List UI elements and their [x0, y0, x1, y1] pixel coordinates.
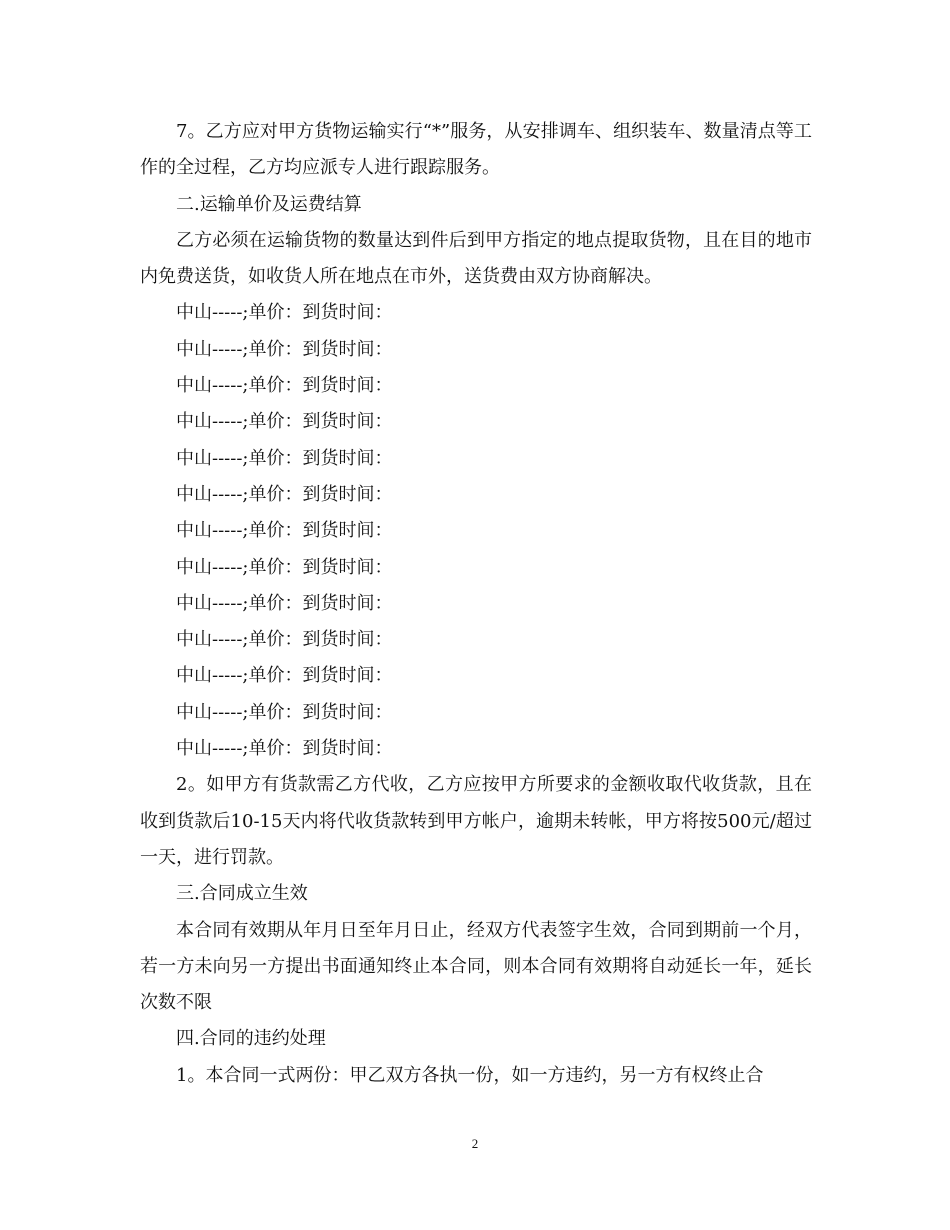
- section-heading-breach: 四.合同的违约处理: [176, 1028, 326, 1050]
- paragraph-collection-clause: 2。如甲方有货款需乙方代收，乙方应按甲方所要求的金额收取代收货款，且在收到货款后10-15天内将代收货款转到甲方帐户，逾期未转帐，甲方将按500元/超过一天，进行罚款。: [140, 774, 812, 868]
- rate-line: 中山-----;单价：到货时间：: [176, 520, 393, 542]
- rate-line: 中山-----;单价：到货时间：: [176, 302, 393, 324]
- rate-line: 中山-----;单价：到货时间：: [176, 483, 393, 505]
- page-number: 2: [471, 1136, 479, 1151]
- rate-line: 中山-----;单价：到货时间：: [176, 338, 393, 360]
- rate-line: 中山-----;单价：到货时间：: [176, 701, 393, 723]
- rate-line: 中山-----;单价：到货时间：: [176, 447, 393, 469]
- rate-line: 中山-----;单价：到货时间：: [176, 665, 393, 687]
- page-body: [140, 114, 812, 1094]
- rate-list: [140, 295, 812, 767]
- paragraph-pickup-terms: 乙方必须在运输货物的数量达到件后到甲方指定的地点提取货物，且在目的地市内免费送货，如收货人所在地点在市外，送货费由双方协商解决。: [140, 229, 812, 288]
- rate-line: 中山-----;单价：到货时间：: [176, 375, 393, 397]
- rate-line: 中山-----;单价：到货时间：: [176, 411, 393, 433]
- section-heading-effectiveness: 三.合同成立生效: [176, 883, 308, 905]
- paragraph-validity-term: 本合同有效期从年月日至年月日止，经双方代表签字生效，合同到期前一个月，若一方未向另一方提出书面通知终止本合同，则本合同有效期将自动延长一年，延长次数不限: [140, 919, 812, 1014]
- paragraph-clause-7: 7。乙方应对甲方货物运输实行“*”服务，从安排调车、组织装车、数量清点等工作的全过程，乙方均应派专人进行跟踪服务。: [140, 121, 812, 179]
- rate-line: 中山-----;单价：到货时间：: [176, 592, 393, 614]
- paragraph-copies-clause: 1。本合同一式两份：甲乙双方各执一份，如一方违约，另一方有权终止合: [176, 1064, 764, 1086]
- section-heading-pricing: 二.运输单价及运费结算: [176, 193, 362, 215]
- rate-line: 中山-----;单价：到货时间：: [176, 629, 393, 651]
- rate-line: 中山-----;单价：到货时间：: [176, 556, 393, 578]
- rate-line: 中山-----;单价：到货时间：: [176, 738, 393, 760]
